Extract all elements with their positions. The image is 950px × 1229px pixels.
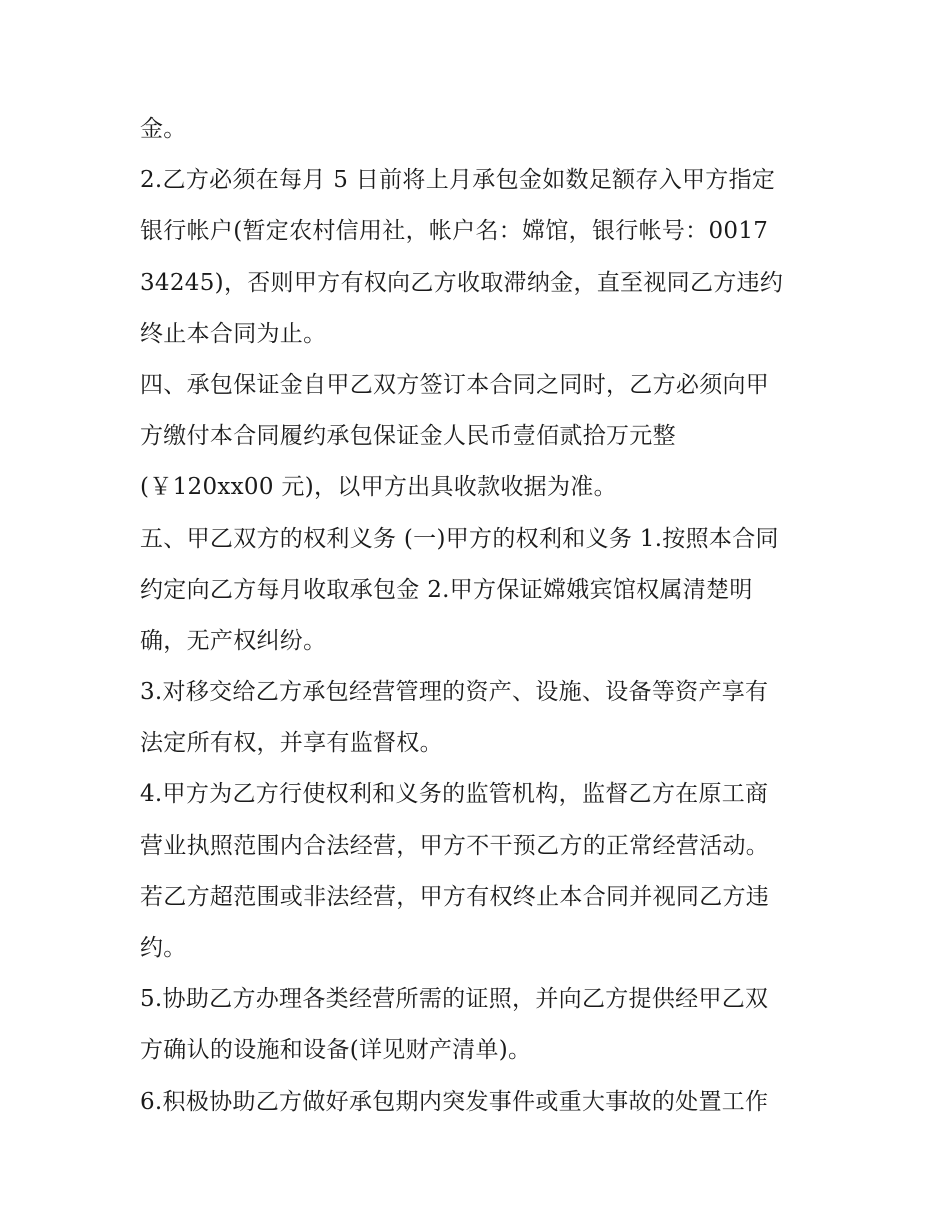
text-line-3: 银行帐户(暂定农村信用社，帐户名：嫦馆，银行帐号：0017 [140,218,769,245]
text-line-12: 3.对移交给乙方承包经营管理的资产、设施、设备等资产享有 [140,679,769,706]
text-line-15: 营业执照范围内合法经营，甲方不干预乙方的正常经营活动。 [140,832,770,859]
text-line-19: 方确认的设施和设备(详见财产清单)。 [140,1037,532,1064]
text-line-5: 终止本合同为止。 [140,320,327,347]
text-line-9: 五、甲乙双方的权利义务 (一)甲方的权利和义务 1.按照本合同 [140,525,779,552]
text-line-18: 5.协助乙方办理各类经营所需的证照，并向乙方提供经甲乙双 [140,986,769,1013]
text-line-17: 约。 [140,935,187,961]
contract-text-body [140,104,820,1128]
text-line-16: 若乙方超范围或非法经营，甲方有权终止本合同并视同乙方违 [140,883,770,910]
text-line-1: 金。 [140,116,187,142]
text-line-2: 2.乙方必须在每月 5 日前将上月承包金如数足额存入甲方指定 [140,167,776,194]
text-line-10: 约定向乙方每月收取承包金 2.甲方保证嫦娥宾馆权属清楚明 [140,576,753,603]
text-line-8: (￥120xx00 元)，以甲方出具收款收据为准。 [140,474,617,501]
text-line-14: 4.甲方为乙方行使权利和义务的监管机构，监督乙方在原工商 [140,781,769,808]
text-line-20: 6.积极协助乙方做好承包期内突发事件或重大事故的处置工作 [140,1088,769,1115]
text-line-6: 四、承包保证金自甲乙双方签订本合同之同时，乙方必须向甲 [140,371,770,398]
text-line-11: 确，无产权纠纷。 [140,627,327,654]
text-line-7: 方缴付本合同履约承包保证金人民币壹佰贰拾万元整 [140,423,676,450]
text-line-4: 34245)，否则甲方有权向乙方收取滞纳金，直至视同乙方违约 [140,269,784,296]
text-line-13: 法定所有权，并享有监督权。 [140,730,443,757]
